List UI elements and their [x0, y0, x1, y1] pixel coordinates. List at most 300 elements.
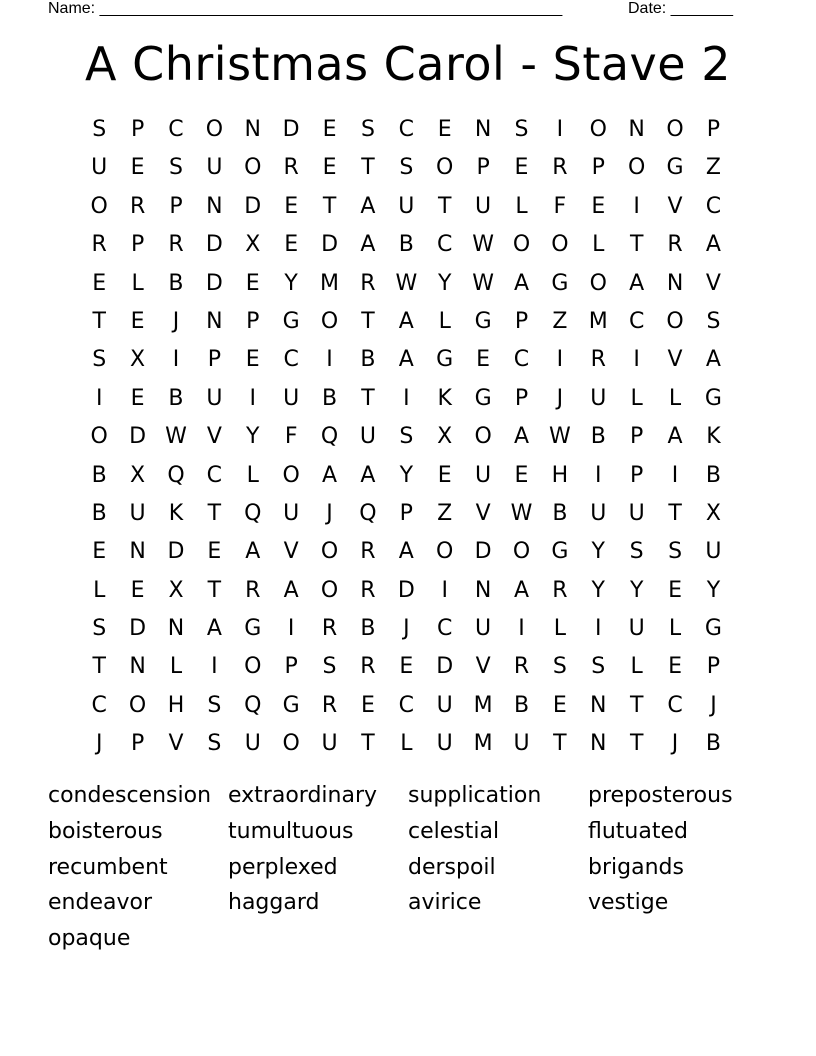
word-list-item: boisterous — [48, 818, 163, 844]
grid-letter: E — [668, 577, 682, 603]
grid-letter: M — [473, 731, 493, 757]
grid-letter: E — [130, 308, 145, 334]
grid-letter: A — [360, 232, 376, 258]
grid-letter: P — [630, 462, 644, 488]
grid-letter: U — [590, 500, 607, 526]
grid-letter: Y — [246, 424, 260, 450]
grid-letter: S — [207, 692, 222, 718]
grid-letter: U — [628, 500, 645, 526]
grid-letter: L — [515, 193, 528, 219]
grid-letter: S — [360, 117, 375, 142]
grid-row — [80, 575, 734, 613]
grid-letter: T — [629, 232, 644, 258]
grid-letter: S — [552, 654, 567, 680]
grid-letter: R — [321, 692, 338, 718]
grid-letter: O — [512, 232, 531, 258]
grid-letter: U — [590, 385, 607, 411]
grid-letter: E — [322, 155, 337, 181]
grid-letter: E — [322, 117, 337, 142]
grid-row — [80, 536, 734, 574]
grid-letter: E — [476, 347, 491, 373]
grid-letter: U — [206, 385, 223, 411]
grid-letter: U — [705, 539, 722, 565]
grid-letter: P — [399, 500, 413, 526]
grid-letter: N — [628, 117, 645, 142]
word-list-item: endeavor — [48, 890, 152, 916]
grid-letter: A — [667, 424, 683, 450]
grid-letter: A — [705, 232, 721, 258]
grid-letter: C — [437, 616, 453, 642]
grid-letter: M — [588, 308, 608, 334]
grid-letter: U — [283, 385, 300, 411]
grid-letter: L — [246, 462, 259, 488]
grid-letter: R — [245, 577, 261, 603]
grid-letter: W — [472, 232, 494, 258]
grid-letter: E — [92, 270, 107, 296]
grid-letter: O — [474, 424, 492, 450]
grid-letter: H — [551, 462, 569, 488]
grid-letter: G — [551, 270, 569, 296]
grid-letter: Y — [629, 577, 644, 603]
grid-letter: C — [283, 347, 299, 373]
grid-letter: I — [595, 616, 602, 642]
grid-letter: R — [552, 155, 568, 181]
grid-letter: L — [93, 577, 106, 603]
grid-letter: P — [246, 308, 260, 334]
grid-letter: Y — [284, 270, 298, 296]
grid-letter: V — [667, 347, 683, 373]
grid-letter: B — [91, 500, 107, 526]
grid-letter: O — [90, 193, 108, 219]
grid-letter: A — [360, 193, 376, 219]
grid-letter: A — [245, 539, 261, 565]
grid-letter: O — [90, 424, 108, 450]
grid-letter: O — [666, 308, 684, 334]
grid-letter: U — [91, 155, 108, 181]
grid-letter: A — [629, 270, 645, 296]
word-list-item: condescension — [48, 783, 212, 808]
grid-letter: U — [513, 731, 530, 757]
grid-letter: R — [667, 232, 683, 258]
grid-letter: M — [320, 270, 340, 296]
grid-letter: V — [475, 500, 491, 526]
grid-letter: E — [552, 692, 567, 718]
grid-letter: P — [130, 232, 145, 258]
word-list-item: haggard — [228, 890, 320, 916]
grid-letter: G — [704, 616, 722, 642]
grid-letter: Z — [552, 308, 568, 334]
grid-letter: I — [211, 654, 218, 680]
grid-letter: C — [437, 232, 453, 258]
grid-letter: G — [282, 692, 300, 718]
grid-letter: M — [473, 692, 493, 718]
grid-letter: O — [320, 539, 339, 565]
grid-letter: G — [244, 616, 262, 642]
grid-letter: L — [630, 385, 643, 411]
grid-letter: S — [92, 347, 107, 373]
grid-letter: J — [556, 385, 564, 411]
grid-letter: E — [514, 155, 529, 181]
grid-letter: V — [475, 654, 491, 680]
grid-letter: K — [437, 385, 452, 411]
grid-letter: A — [206, 616, 222, 642]
grid-letter: B — [168, 270, 184, 296]
grid-letter: R — [360, 270, 376, 296]
grid-row — [80, 728, 734, 766]
grid-row — [80, 498, 734, 536]
grid-letter: Y — [591, 577, 605, 603]
grid-letter: J — [710, 692, 717, 718]
grid-letter: O — [628, 155, 646, 181]
grid-row — [80, 306, 734, 344]
word-list-item: avirice — [408, 890, 482, 916]
grid-letter: P — [706, 654, 721, 680]
grid-letter: A — [705, 347, 721, 373]
grid-letter: S — [207, 731, 222, 757]
grid-letter: C — [91, 692, 107, 718]
grid-letter: O — [282, 731, 300, 757]
grid-letter: U — [475, 616, 492, 642]
grid-letter: A — [513, 270, 530, 296]
word-list-item: celestial — [408, 818, 500, 844]
grid-letter: T — [207, 577, 222, 603]
grid-letter: J — [172, 308, 180, 334]
grid-letter: Y — [437, 270, 452, 296]
grid-row — [80, 344, 734, 382]
grid-letter: U — [283, 500, 300, 526]
grid-letter: G — [704, 385, 722, 411]
grid-letter: I — [287, 616, 295, 642]
grid-letter: X — [245, 232, 261, 258]
grid-letter: B — [552, 500, 568, 526]
grid-letter: R — [590, 347, 606, 373]
grid-letter: C — [628, 308, 645, 334]
grid-row — [80, 690, 734, 728]
grid-letter: E — [514, 462, 529, 488]
grid-letter: E — [245, 347, 260, 373]
word-list-item: supplication — [408, 783, 542, 808]
grid-letter: D — [244, 193, 262, 219]
name-field-label: Name: ____________________________________________________ — [48, 0, 563, 17]
grid-letter: N — [206, 308, 223, 334]
grid-letter: I — [403, 385, 410, 411]
grid-letter: X — [168, 577, 184, 603]
grid-letter: O — [320, 577, 339, 603]
grid-letter: X — [130, 462, 146, 488]
grid-letter: E — [668, 654, 682, 680]
word-list-item: flutuated — [588, 818, 688, 844]
grid-letter: B — [91, 462, 107, 488]
grid-letter: U — [398, 193, 415, 219]
grid-letter: O — [589, 270, 607, 296]
grid-letter: I — [441, 577, 448, 603]
grid-letter: B — [705, 462, 721, 488]
grid-letter: U — [436, 692, 453, 718]
grid-letter: D — [397, 577, 415, 603]
grid-letter: E — [130, 155, 145, 181]
grid-letter: S — [514, 117, 529, 142]
word-list-item: tumultuous — [228, 818, 354, 844]
grid-row — [80, 651, 734, 689]
grid-letter: W — [510, 500, 533, 526]
grid-letter: T — [361, 385, 375, 411]
grid-letter: E — [437, 462, 452, 488]
grid-letter: S — [668, 539, 683, 565]
grid-letter: D — [129, 424, 147, 450]
grid-letter: U — [321, 731, 338, 757]
grid-letter: S — [168, 155, 183, 181]
grid-letter: A — [513, 577, 530, 603]
grid-letter: O — [436, 155, 454, 181]
grid-letter: A — [322, 462, 338, 488]
grid-letter: O — [244, 654, 262, 680]
grid-letter: T — [92, 654, 106, 680]
grid-letter: I — [95, 385, 103, 411]
grid-letter: Q — [167, 462, 185, 488]
grid-letter: P — [207, 347, 221, 373]
grid-letter: V — [283, 539, 299, 565]
grid-letter: D — [436, 654, 454, 680]
grid-letter: B — [360, 347, 376, 373]
grid-letter: J — [671, 731, 679, 757]
grid-letter: O — [320, 308, 339, 334]
grid-letter: D — [205, 270, 223, 296]
grid-letter: F — [553, 193, 567, 219]
grid-letter: E — [360, 692, 375, 718]
grid-letter: J — [326, 500, 333, 526]
grid-letter: B — [360, 616, 376, 642]
grid-letter: E — [284, 232, 299, 258]
grid-letter: Y — [706, 577, 721, 603]
grid-letter: L — [668, 616, 682, 642]
grid-letter: C — [398, 117, 414, 142]
grid-letter: T — [361, 155, 375, 181]
grid-letter: W — [549, 424, 571, 450]
grid-letter: A — [398, 347, 414, 373]
page-title: A Christmas Carol - Stave 2 — [85, 37, 731, 91]
grid-letter: Z — [437, 500, 453, 526]
grid-letter: D — [167, 539, 185, 565]
grid-letter: N — [244, 117, 261, 142]
grid-letter: L — [438, 308, 451, 334]
grid-letter: R — [360, 654, 376, 680]
grid-letter: E — [399, 654, 414, 680]
grid-letter: P — [130, 117, 145, 142]
grid-letter: T — [629, 731, 644, 757]
grid-letter: R — [129, 193, 146, 219]
grid-letter: B — [513, 692, 530, 718]
grid-letter: J — [403, 616, 410, 642]
grid-letter: A — [283, 577, 299, 603]
grid-letter: I — [633, 193, 640, 219]
grid-letter: T — [629, 692, 644, 718]
grid-letter: T — [437, 193, 452, 219]
grid-letter: L — [630, 654, 643, 680]
grid-letter: R — [321, 616, 338, 642]
grid-letter: U — [475, 193, 492, 219]
grid-letter: O — [244, 155, 262, 181]
grid-letter: O — [205, 117, 224, 142]
grid-letter: N — [474, 577, 492, 603]
grid-letter: W — [395, 270, 418, 296]
grid-letter: F — [284, 424, 298, 450]
grid-letter: O — [128, 692, 147, 718]
grid-letter: P — [169, 193, 183, 219]
grid-letter: T — [322, 193, 337, 219]
grid-letter: S — [629, 539, 644, 565]
word-list-item: brigands — [588, 854, 684, 880]
grid-letter: B — [590, 424, 606, 450]
grid-letter: U — [628, 616, 645, 642]
grid-letter: U — [244, 731, 261, 757]
grid-letter: Q — [320, 424, 339, 450]
grid-row — [80, 229, 734, 267]
word-list-item: extraordinary — [228, 783, 378, 808]
grid-letter: D — [321, 232, 339, 258]
grid-letter: N — [129, 654, 146, 680]
grid-letter: V — [705, 270, 721, 296]
grid-row — [80, 191, 734, 229]
grid-letter: Q — [244, 692, 262, 718]
grid-letter: B — [321, 385, 338, 411]
grid-row — [80, 383, 734, 421]
grid-letter: Y — [591, 539, 605, 565]
grid-letter: T — [553, 731, 567, 757]
word-list-item: vestige — [588, 890, 669, 916]
grid-letter: Y — [399, 462, 414, 488]
grid-row — [80, 613, 734, 651]
word-list-item: recumbent — [48, 854, 168, 880]
grid-letter: D — [129, 616, 147, 642]
grid-letter: Z — [705, 155, 721, 181]
grid-letter: C — [705, 193, 722, 219]
grid-letter: C — [206, 462, 223, 488]
grid-letter: S — [706, 308, 721, 334]
grid-letter: V — [667, 193, 683, 219]
grid-letter: G — [436, 347, 454, 373]
grid-letter: S — [92, 117, 107, 142]
grid-letter: P — [514, 308, 529, 334]
grid-letter: V — [206, 424, 222, 450]
grid-letter: Q — [244, 500, 262, 526]
grid-letter: C — [168, 117, 184, 142]
grid-letter: H — [167, 692, 185, 718]
grid-letter: L — [131, 270, 144, 296]
grid-letter: S — [399, 424, 414, 450]
grid-letter: P — [476, 155, 490, 181]
grid-letter: T — [207, 500, 222, 526]
grid-letter: I — [671, 462, 679, 488]
worksheet-header — [48, 0, 748, 22]
grid-letter: L — [553, 616, 567, 642]
word-list-item: perplexed — [228, 854, 338, 880]
grid-letter: A — [513, 424, 530, 450]
grid-letter: U — [475, 462, 492, 488]
grid-letter: I — [249, 385, 256, 411]
grid-letter: N — [167, 616, 185, 642]
grid-letter: P — [591, 155, 605, 181]
grid-letter: E — [591, 193, 606, 219]
grid-letter: D — [205, 232, 223, 258]
grid-letter: U — [359, 424, 376, 450]
grid-letter: T — [361, 731, 375, 757]
word-list-item: derspoil — [408, 854, 496, 880]
grid-letter: X — [437, 424, 453, 450]
grid-letter: X — [130, 347, 146, 373]
grid-letter: G — [551, 539, 569, 565]
grid-letter: U — [206, 155, 223, 181]
grid-letter: R — [513, 654, 530, 680]
grid-letter: C — [667, 692, 683, 718]
grid-letter: S — [591, 654, 606, 680]
grid-letter: V — [168, 731, 184, 757]
word-list-item: preposterous — [588, 783, 733, 808]
grid-letter: E — [437, 117, 452, 142]
grid-letter: T — [668, 500, 682, 526]
grid-row — [80, 114, 734, 152]
grid-letter: A — [360, 462, 376, 488]
grid-letter: R — [91, 232, 107, 258]
grid-letter: O — [512, 539, 531, 565]
grid-letter: U — [436, 731, 453, 757]
grid-letter: Q — [359, 500, 377, 526]
date-field-label: Date: _______ — [628, 0, 733, 17]
grid-letter: A — [398, 539, 414, 565]
grid-letter: I — [326, 347, 333, 373]
grid-letter: O — [436, 539, 454, 565]
grid-letter: L — [169, 654, 183, 680]
grid-letter: C — [513, 347, 530, 373]
grid-letter: N — [129, 539, 146, 565]
grid-letter: E — [207, 539, 222, 565]
grid-letter: K — [706, 424, 721, 450]
word-list — [48, 780, 768, 959]
grid-letter: L — [592, 232, 605, 258]
grid-row — [80, 268, 734, 306]
grid-letter: G — [666, 155, 684, 181]
grid-letter: E — [92, 539, 107, 565]
grid-letter: C — [398, 692, 414, 718]
grid-row — [80, 421, 734, 459]
grid-letter: L — [668, 385, 682, 411]
grid-letter: I — [556, 347, 564, 373]
grid-letter: T — [92, 308, 106, 334]
grid-letter: E — [284, 193, 299, 219]
grid-letter: R — [552, 577, 568, 603]
grid-letter: T — [361, 308, 375, 334]
grid-letter: N — [590, 731, 607, 757]
grid-row — [80, 460, 734, 498]
grid-letter: G — [474, 385, 492, 411]
word-list-item: opaque — [48, 926, 131, 952]
grid-letter: N — [666, 270, 684, 296]
grid-letter: D — [282, 117, 300, 142]
grid-row — [80, 152, 734, 190]
grid-letter: P — [284, 654, 298, 680]
grid-letter: G — [282, 308, 300, 334]
grid-letter: W — [472, 270, 494, 296]
letter-grid — [80, 114, 734, 767]
grid-letter: N — [474, 117, 492, 142]
grid-letter: E — [245, 270, 260, 296]
grid-letter: E — [130, 577, 145, 603]
grid-letter: W — [165, 424, 187, 450]
grid-letter: I — [556, 117, 564, 142]
grid-letter: I — [172, 347, 180, 373]
grid-letter: R — [283, 155, 299, 181]
grid-letter: B — [705, 731, 721, 757]
grid-letter: J — [95, 731, 103, 757]
